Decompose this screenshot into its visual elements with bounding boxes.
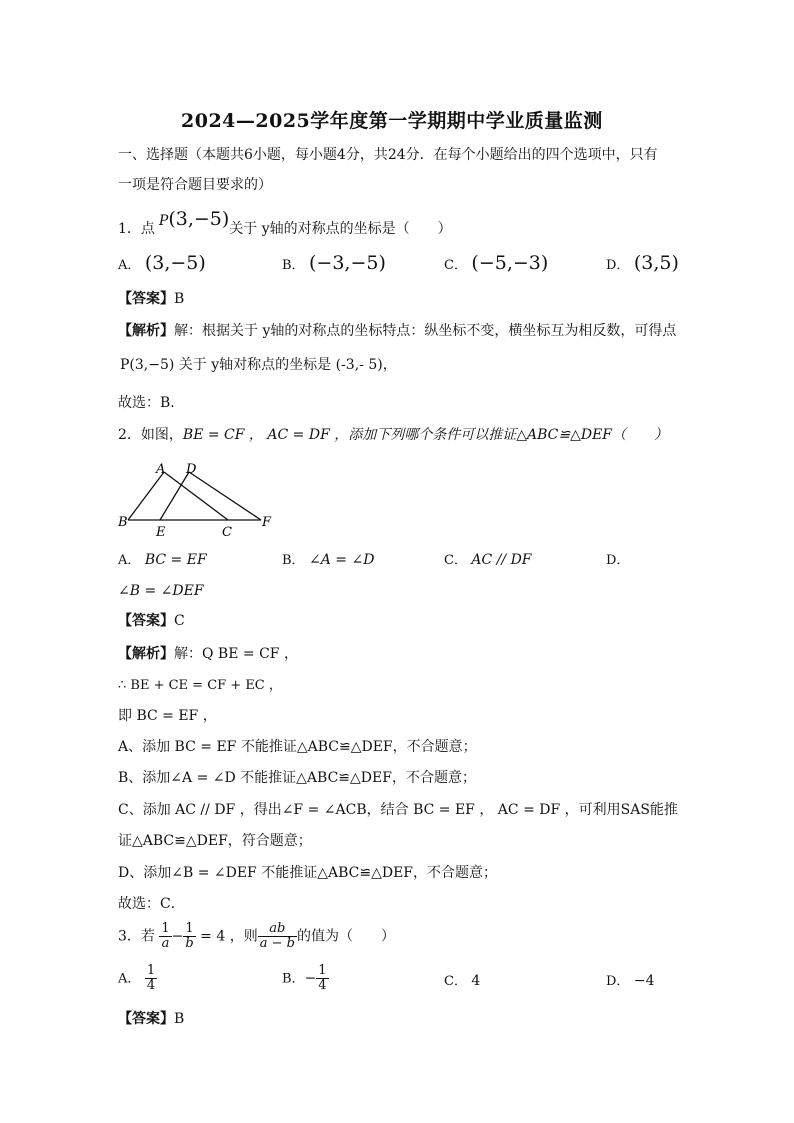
q2-stem-text: BE = CF ， AC = DF ，添加下列哪个条件可以推证△ABC≌△DEF（ ） <box>182 427 669 443</box>
q2-option-d: D． <box>606 553 630 568</box>
label-e: E <box>156 525 166 540</box>
q1-conclusion: 故选：B． <box>118 395 185 411</box>
q2-option-d-value: ∠B = ∠DEF <box>118 583 204 599</box>
page-title: 2024—2025学年度第一学期期中学业质量监测 <box>181 110 603 132</box>
label-c: C <box>222 525 232 540</box>
q2-option-c: C． AC // DF <box>444 552 532 568</box>
q1-option-c: C． (−5,−3) <box>444 252 549 274</box>
q1-option-b: B． (−3,−5) <box>282 252 386 274</box>
q2-number: 2．如图， <box>118 427 183 443</box>
q2-option-b: B． ∠A = ∠D <box>282 552 375 568</box>
q2-option-a: A． BC = EF <box>118 552 207 568</box>
q1-point-coords: (3,−5) <box>168 208 230 230</box>
segment-df <box>189 472 261 520</box>
q2-answer: 【答案】C <box>118 613 185 629</box>
q3-fraction-1-over-b: $\frac{1}{b}$ <box>185 921 194 951</box>
q1-stem-text: 关于 y轴的对称点的坐标是（ ） <box>229 221 452 237</box>
label-a: A <box>156 462 166 477</box>
q2-analysis-0: 【解析】解：Q BE = CF ， <box>118 646 298 662</box>
q1-point-name: P <box>158 213 169 229</box>
q2-analysis-8: 故选：C． <box>118 896 185 912</box>
q3-stem <box>118 922 395 951</box>
q1-analysis-1: 【解析】解：根据关于 y轴的对称点的坐标特点：纵坐标不变，横坐标互为相反数，可得点 <box>118 323 677 339</box>
q3-option-d: D． −4 <box>606 973 655 989</box>
q3-number: 3．若 <box>118 928 155 945</box>
q2-triangle-figure <box>116 460 276 540</box>
q2-analysis-6: 证△ABC≌△DEF，符合题意； <box>118 833 312 849</box>
q1-answer: 【答案】B <box>118 291 185 307</box>
q2-analysis-4: B、添加∠A = ∠D 不能推证△ABC≌△DEF，不合题意； <box>118 770 476 786</box>
segment-ac <box>164 472 228 520</box>
q2-analysis-1: ∴ BE + CE = CF + EC ， <box>118 678 282 693</box>
q2-analysis-2: 即 BC = EF ， <box>118 708 217 724</box>
q1-stem <box>118 208 452 238</box>
q3-equals: = 4 ，则 <box>200 928 258 945</box>
q3-fraction-ab: $\frac{ab}{a - b}$ <box>259 921 295 951</box>
label-d: D <box>186 462 197 477</box>
q1-option-a: A． (3,−5) <box>118 252 206 274</box>
q3-option-a: A． $\frac{1}{4}$ <box>118 963 156 993</box>
q1-analysis-2: P(3,−5) 关于 y轴对称点的坐标是 (-3,- 5)， <box>120 357 397 373</box>
q2-analysis-3: A、添加 BC = EF 不能推证△ABC≌△DEF，不合题意； <box>118 739 477 755</box>
label-b: B <box>118 515 128 530</box>
q1-number: 1．点 <box>118 221 155 237</box>
q3-option-c: C． 4 <box>444 973 481 989</box>
q3-answer: 【答案】B <box>118 1011 185 1027</box>
segment-ab <box>128 472 164 520</box>
section-header-line2: 一项是符合题目要求的） <box>118 177 272 193</box>
q1-option-d: D． (3,5) <box>606 252 679 274</box>
q2-analysis-7: D、添加∠B = ∠DEF 不能推证△ABC≌△DEF，不合题意； <box>118 865 498 881</box>
q2-analysis-5: C、添加 AC // DF ，得出∠F = ∠ACB，结合 BC = EF ， AC = DF ，可利用SAS能推 <box>118 802 678 818</box>
q3-option-b: B．− $\frac{1}{4}$ <box>282 963 327 993</box>
section-header-line1: 一、选择题（本题共6小题，每小题4分，共24分．在每个小题给出的四个选项中，只有 <box>118 147 658 163</box>
q3-fraction-1-over-a: $\frac{1}{a}$ <box>161 921 170 951</box>
label-f: F <box>262 515 272 530</box>
q3-minus: − <box>171 928 184 945</box>
q3-stem-tail: 的值为（ ） <box>296 928 395 945</box>
q2-stem <box>118 426 668 444</box>
